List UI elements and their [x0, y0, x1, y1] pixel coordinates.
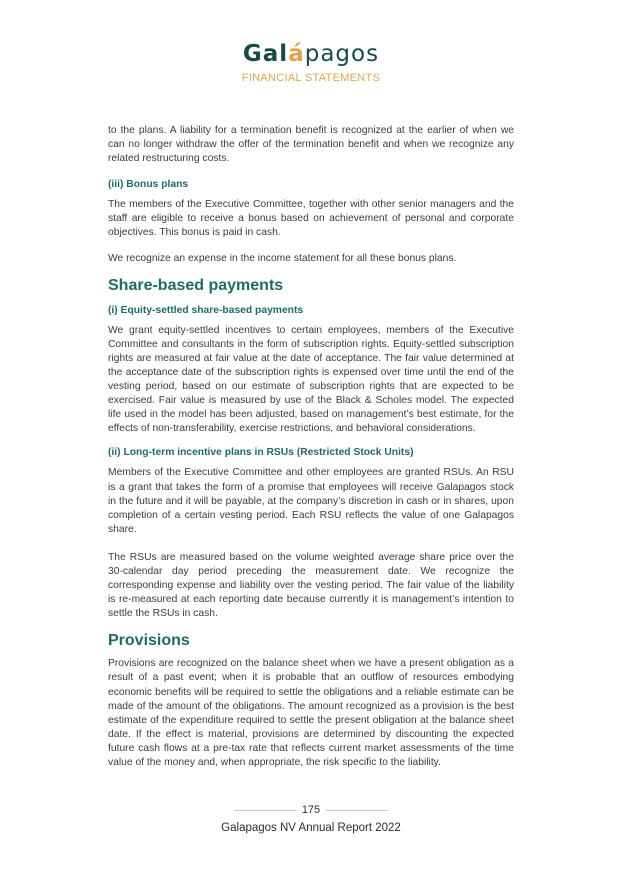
- company-logo: Galápagos: [242, 41, 380, 67]
- page-header: [0, 40, 622, 85]
- equity-settled-heading: (i) Equity-settled share-based payments: [108, 304, 304, 316]
- section-label: FINANCIAL STATEMENTS: [241, 72, 381, 84]
- page-footer: [0, 803, 622, 835]
- rsu-paragraph-1: Members of the Executive Committee and other employees are granted RSUs. An RSU is a grant that takes the form of a promise that employees will receive Galapagos stock in the future and it will be payable, at the company’s discretion in cash or in shares, upon completion of a certain vesting period. Each RSU reflects the value of one Galapagos share.: [108, 467, 514, 535]
- rsu-heading: (ii) Long-term incentive plans in RSUs (Restricted Stock Units): [108, 447, 414, 459]
- provisions-title: Provisions: [108, 632, 190, 650]
- bonus-paragraph-2: We recognize an expense in the income statement for all these bonus plans.: [108, 252, 457, 264]
- share-based-payments-title: Share-based payments: [108, 276, 284, 294]
- intro-paragraph: to the plans. A liability for a termination benefit is recognized at the earlier of when we can no longer withdraw the offer of the termination benefit and when we recognize any related restructuring costs.: [108, 125, 514, 165]
- provisions-paragraph: Provisions are recognized on the balance sheet when we have a present obligation as a result of a past event; when it is probable that an outflow of resources embodying economic benefits will be required to settle the obligations and a reliable estimate can be made of the amount of the obligations. The amount recognized as a provision is the best estimate of the expenditure required to settle the present obligation at the balance sheet date. If the effect is material, provisions are determined by discounting the expected future cash flows at a pre-tax rate that reflects current market assessments of the time value of the money and, when appropriate, the risk specific to the liability.: [108, 658, 514, 768]
- equity-settled-paragraph: We grant equity-settled incentives to certain employees, members of the Executive Committee and consultants in the form of subscription rights. Equity-settled subscription rights are measured at fair value at the date of acceptance. The fair value determined at the acceptance date of the subscription rights is expensed over time until the end of the vesting period, based on our estimate of subscription rights that are expected to be exercised. Fair value is measured by use of the Black & Scholes model. The expected life used in the model has been adjusted, based on management’s best estimate, for the effects of non-transferability, exercise restrictions, and behavioral considerations.: [108, 324, 514, 435]
- bonus-paragraph-1: The members of the Executive Committee, together with other senior managers and the staff are eligible to receive a bonus based on achievement of personal and corporate objectives. This bonus is paid in cash.: [108, 199, 514, 239]
- page-number: 175: [301, 804, 321, 816]
- footer-rule-left: [234, 810, 296, 811]
- footer-rule-right: [326, 810, 388, 811]
- bonus-plans-heading: (iii) Bonus plans: [108, 179, 189, 191]
- report-title: Galapagos NV Annual Report 2022: [221, 822, 401, 834]
- rsu-paragraph-2: The RSUs are measured based on the volume weighted average share price over the 30-calendar day period preceding the measurement date. We recognize the corresponding expense and liability over the vesting period. The fair value of the liability is re-measured at each reporting date because currently it is management’s intention to settle the RSUs in cash.: [108, 551, 514, 620]
- document-body: [108, 124, 514, 770]
